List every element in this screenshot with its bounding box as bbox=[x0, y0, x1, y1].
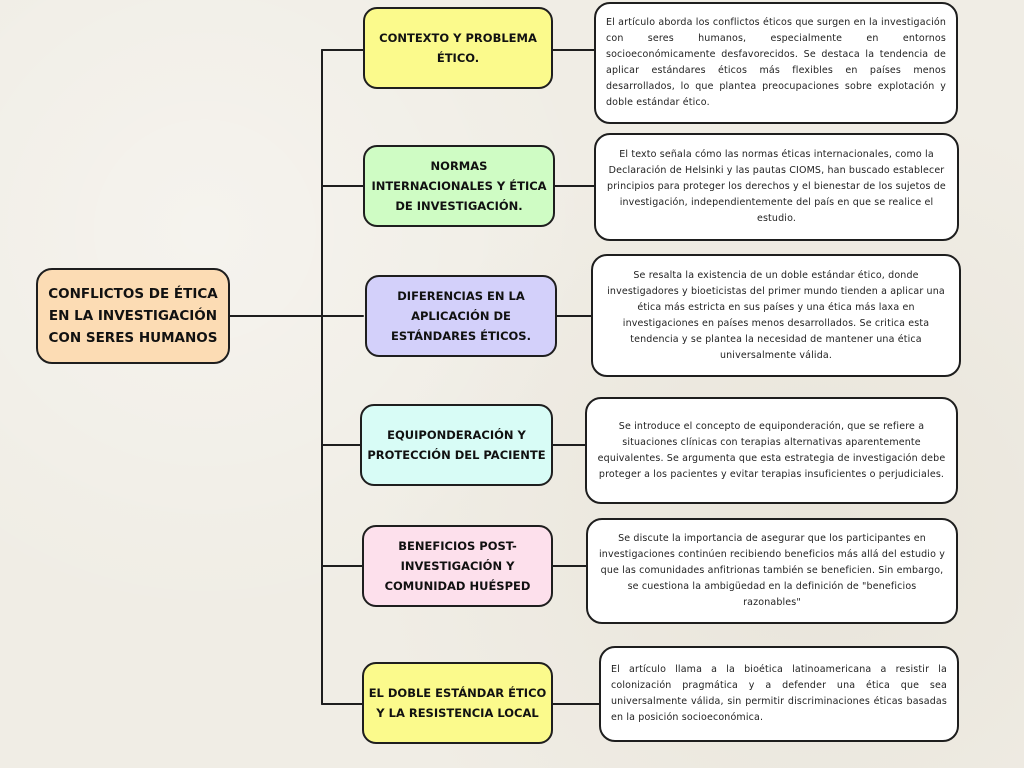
branch-context-label: CONTEXTO Y PROBLEMA ÉTICO. bbox=[379, 31, 537, 65]
branch-norms-box bbox=[363, 145, 555, 227]
branch-differences-label: DIFERENCIAS EN LA APLICACIÓN DE ESTÁNDARES ÉTICOS. bbox=[391, 289, 531, 343]
root-topic-label: CONFLICTOS DE ÉTICA EN LA INVESTIGACIÓN CON SERES HUMANOS bbox=[48, 286, 218, 346]
branch-benefits-box bbox=[362, 525, 553, 607]
branch-resistance-label: EL DOBLE ESTÁNDAR ÉTICO Y LA RESISTENCIA LOCAL bbox=[368, 686, 547, 720]
branch-benefits-label: BENEFICIOS POST-INVESTIGACIÓN Y COMUNIDAD HUÉSPED bbox=[384, 539, 531, 593]
branch-norms-label: NORMAS INTERNACIONALES Y ÉTICA DE INVESTIGACIÓN. bbox=[371, 159, 547, 213]
branch-differences-box bbox=[365, 275, 557, 357]
branch-equipoise-label: EQUIPONDERACIÓN Y PROTECCIÓN DEL PACIENTE bbox=[367, 428, 546, 462]
desc-context-text: El artículo aborda los conflictos éticos que surgen en la investigación con seres humanos, especialmente en entornos socioeconómicamente desfavorecidos. Se destaca la tendencia de aplicar estándares éticos más flexibles en países menos desarrollados, lo que plantea preocupaciones sobre explotación y doble estándar ético. bbox=[606, 17, 946, 108]
desc-benefits-box bbox=[586, 518, 958, 624]
root-topic-box bbox=[36, 268, 230, 364]
desc-resistance-text: El artículo llama a la bioética latinoamericana a resistir la colonización pragmática y a defender una ética que sea universalmente válida, sin permitir discriminaciones éticas basadas en la posición socioeconómica. bbox=[611, 664, 947, 723]
desc-differences-text: Se resalta la existencia de un doble estándar ético, donde investigadores y bioeticistas del primer mundo tienden a aplicar una ética más estricta en sus países y una ética más laxa en investigaciones en países menos desarrollados. Se critica esta tendencia y se plantea la necesidad de mantener una ética universalmente válida. bbox=[607, 269, 945, 361]
branch-context-box bbox=[363, 7, 553, 89]
desc-equipoise-text: Se introduce el concepto de equiponderación, que se refiere a situaciones clínicas con terapias alternativas aparentemente equivalentes. Se argumenta que esta estrategia de investigación debe proteger a los pacientes y evitar terapias insuficientes o perjudiciales. bbox=[597, 420, 946, 480]
branch-resistance-box bbox=[362, 662, 553, 744]
desc-resistance-box bbox=[599, 646, 959, 742]
desc-norms-box bbox=[594, 133, 959, 241]
branch-equipoise-box bbox=[360, 404, 553, 486]
desc-differences-box bbox=[591, 254, 961, 377]
desc-benefits-text: Se discute la importancia de asegurar que los participantes en investigaciones continúen recibiendo beneficios más allá del estudio y que las comunidades anfitrionas también se beneficien. Sin embargo, se cuestiona la ambigüedad en la definición de "beneficios razonables" bbox=[598, 533, 945, 608]
desc-equipoise-box bbox=[585, 397, 958, 504]
desc-context-box bbox=[594, 2, 958, 124]
desc-norms-text: El texto señala cómo las normas éticas internacionales, como la Declaración de Helsinki y las pautas CIOMS, han buscado establecer principios para proteger los derechos y el bienestar de los sujetos de investigación, independientemente del país en que se realice el estudio. bbox=[607, 149, 946, 224]
